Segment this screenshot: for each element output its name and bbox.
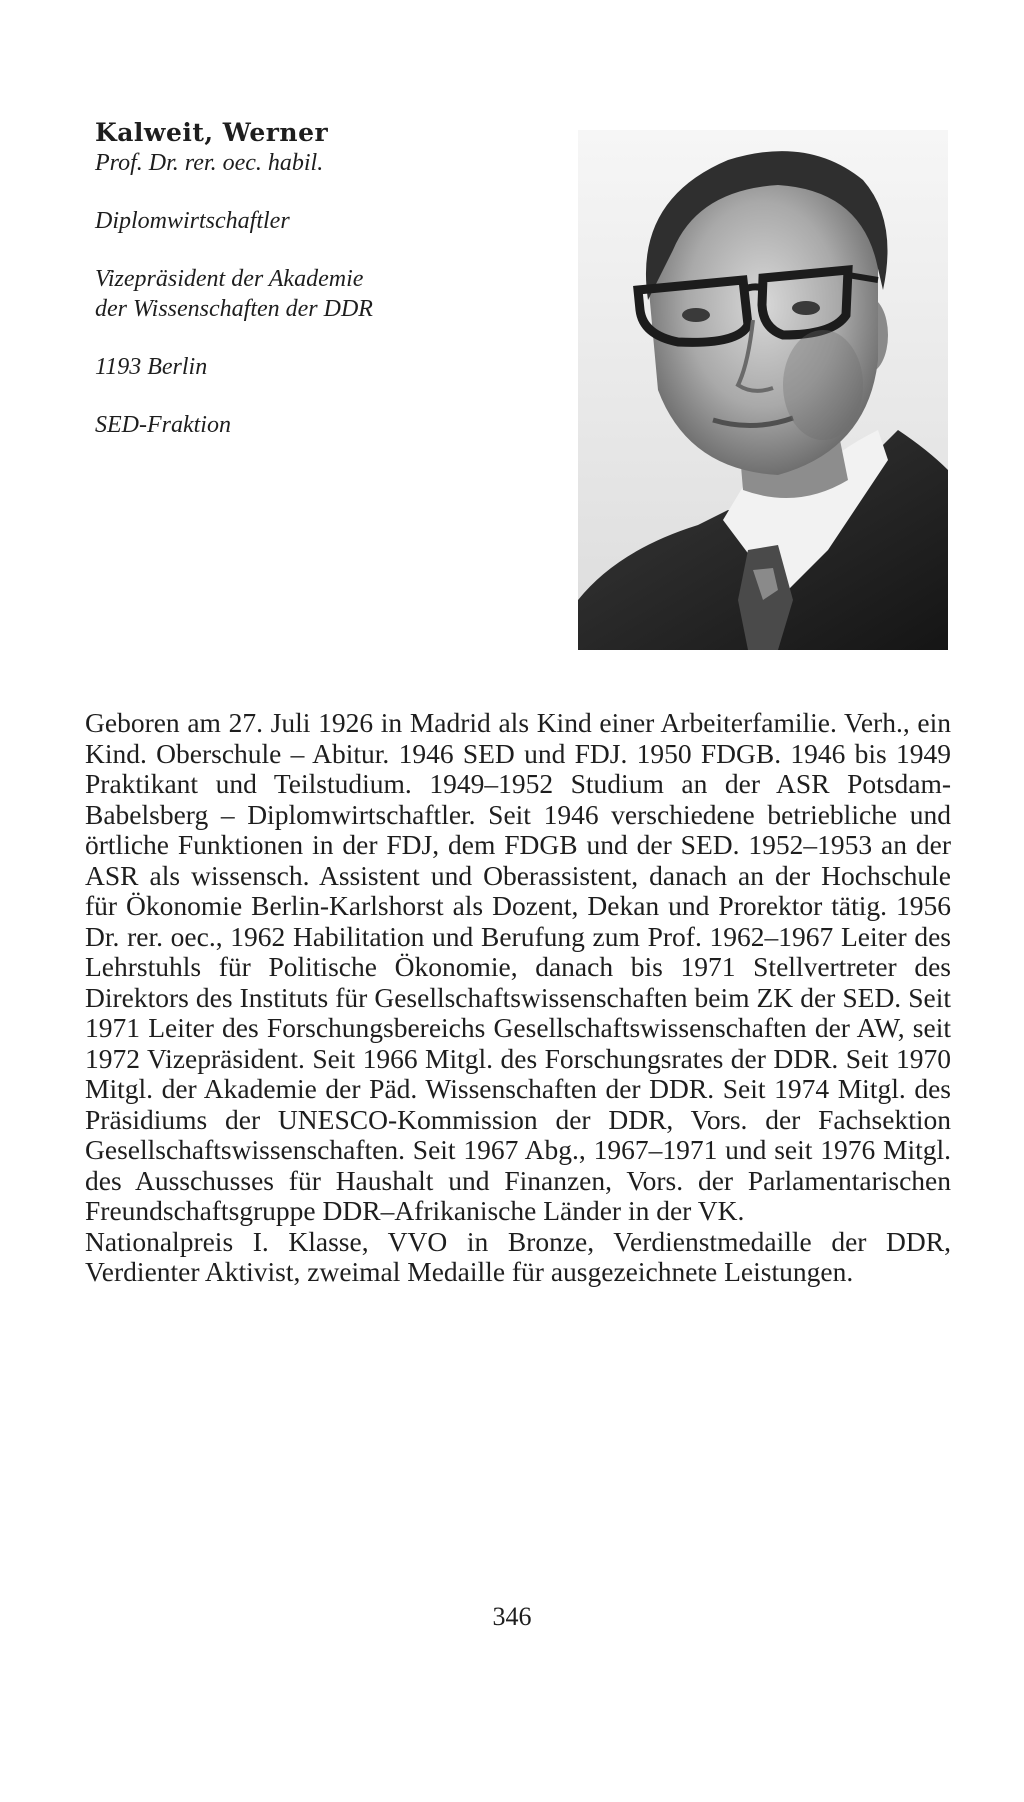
position-line-2: der Wissenschaften der DDR	[95, 296, 373, 322]
portrait-photo	[578, 130, 948, 650]
awards-paragraph: Nationalpreis I. Klasse, VVO in Bronze, Verdienstmedaille der DDR, Verdienter Aktivist, zweimal Medaille für ausgezeichnete Leistungen.	[85, 1225, 951, 1287]
location: 1193 Berlin	[95, 354, 208, 380]
person-name: Kalweit, Werner	[95, 118, 329, 147]
entry-header	[95, 118, 495, 440]
portrait-photo-icon	[578, 130, 948, 650]
profession: Diplomwirtschaftler	[95, 208, 290, 234]
academic-degree: Prof. Dr. rer. oec. habil.	[95, 150, 324, 176]
biography	[85, 708, 951, 1288]
page-number: 346	[492, 1602, 532, 1631]
biography-paragraph: Geboren am 27. Juli 1926 in Madrid als Kind einer Arbeiterfamilie. Verh., ein Kind. Oberschule – Abitur. 1946 SED und FDJ. 1950 FDGB. 1946 bis 1949 Praktikant und Teilstudium. 1949–1952 Studium an der ASR Potsdam-Babelsberg – Diplomwirtschaftler. Seit 1946 verschiedene betriebliche und örtliche Funktionen in der FDJ, dem FDGB und der SED. 1952–1953 an der ASR als wissensch. Assistent und Oberassistent, danach an der Hochschule für Ökonomie Berlin-Karlshorst als Dozent, Dekan und Prorektor tätig. 1956 Dr. rer. oec., 1962 Habilitation und Berufung zum Prof. 1962–1967 Leiter des Lehrstuhls für Politische Ökonomie, danach bis 1971 Stellvertreter des Direktors des Instituts für Gesellschaftswissenschaften beim ZK der SED. Seit 1971 Leiter des Forschungsbereichs Gesellschaftswissenschaften der AW, seit 1972 Vizepräsident. Seit 1966 Mitgl. des Forschungsrates der DDR. Seit 1970 Mitgl. der Akademie der Päd. Wissenschaften der DDR. Seit 1974 Mitgl. des Präsidiums der UNESCO-Kommission der DDR, Vors. der Fachsektion Gesellschaftswissenschaften. Seit 1967 Abg., 1967–1971 und seit 1976 Mitgl. des Ausschusses für Haushalt und Finanzen, Vors. der Parlamentarischen Freundschaftsgruppe DDR–Afrikanische Länder in der VK.	[85, 707, 951, 1226]
position-line-1: Vizepräsident der Akademie	[95, 266, 364, 292]
faction: SED-Fraktion	[95, 412, 231, 438]
